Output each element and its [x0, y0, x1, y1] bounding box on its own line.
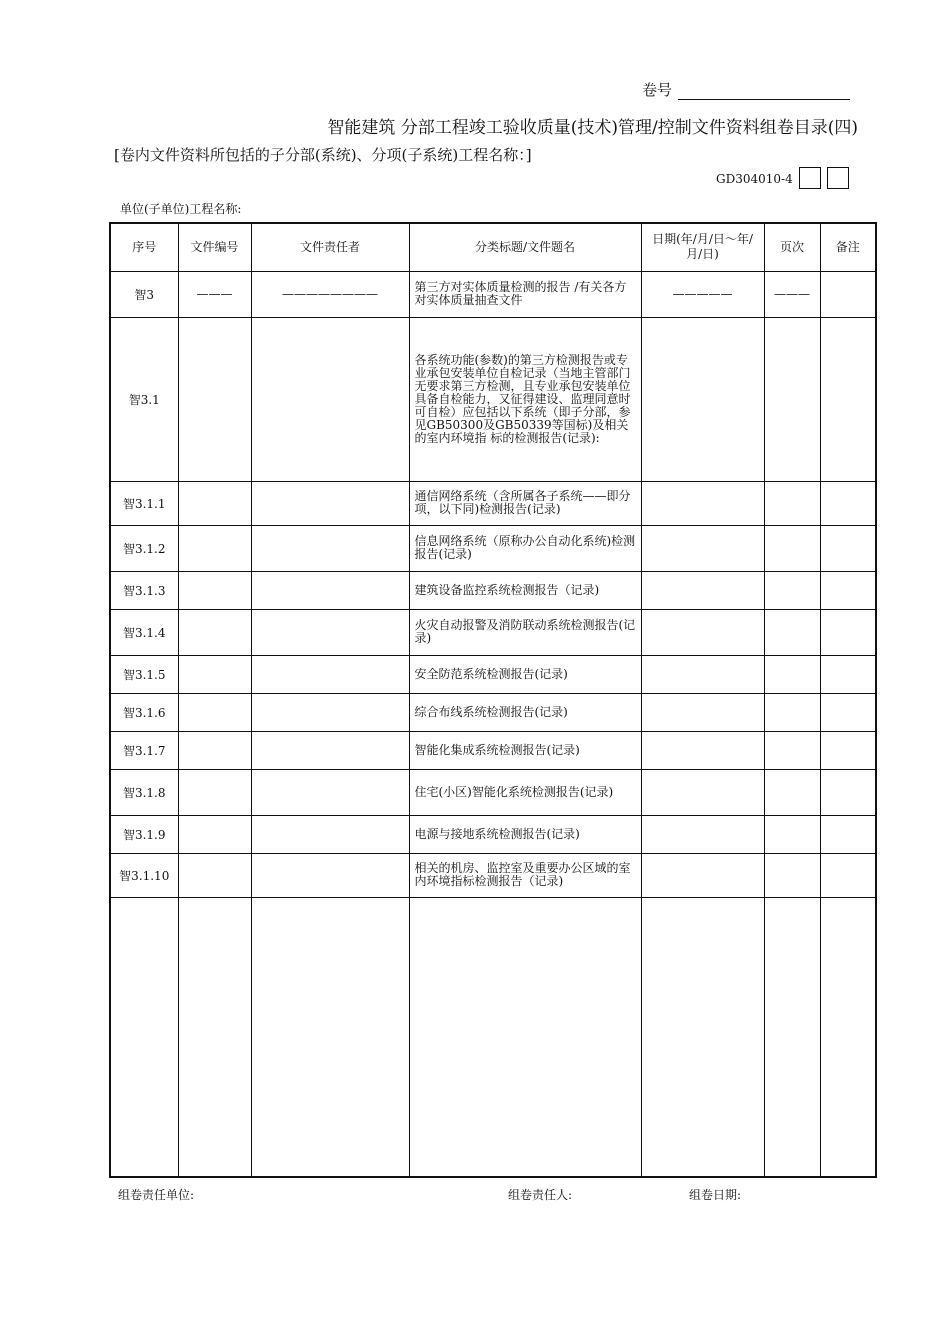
header-pages: 页次 [764, 223, 820, 271]
table-row [110, 853, 876, 897]
table-row [110, 481, 876, 525]
row-seq: 智3.1.4 [110, 609, 178, 655]
row-owner[interactable] [251, 525, 409, 571]
row-seq: 智3 [110, 271, 178, 317]
row-doc-no[interactable] [178, 693, 251, 731]
subtitle: [卷内文件资料所包括的子分部(系统)、分项(子系统)工程名称：] [114, 146, 532, 164]
row-title: 安全防范系统检测报告(记录) [409, 655, 641, 693]
row-date[interactable] [641, 655, 764, 693]
table-row [110, 271, 876, 317]
row-owner[interactable] [251, 731, 409, 769]
row-remark[interactable] [820, 481, 876, 525]
row-seq: 智3.1.9 [110, 815, 178, 853]
row-date[interactable] [641, 571, 764, 609]
row-pages[interactable] [764, 815, 820, 853]
blank-cell[interactable] [251, 897, 409, 1177]
row-seq: 智3.1.1 [110, 481, 178, 525]
row-doc-no[interactable] [178, 609, 251, 655]
header-date: 日期(年/月/日～年/月/日) [641, 223, 764, 271]
row-pages[interactable] [764, 769, 820, 815]
row-title: 综合布线系统检测报告(记录) [409, 693, 641, 731]
row-title: 电源与接地系统检测报告(记录) [409, 815, 641, 853]
unit-name-label: 单位(子单位)工程名称: [120, 202, 242, 216]
table-row [110, 317, 876, 481]
row-owner[interactable] [251, 693, 409, 731]
row-doc-no[interactable] [178, 655, 251, 693]
row-owner[interactable] [251, 769, 409, 815]
table-row [110, 525, 876, 571]
page-title: 智能建筑 分部工程竣工验收质量(技术)管理/控制文件资料组卷目录(四) [327, 118, 858, 138]
row-date[interactable] [641, 731, 764, 769]
row-pages[interactable] [764, 609, 820, 655]
blank-cell[interactable] [409, 897, 641, 1177]
row-date[interactable] [641, 317, 764, 481]
row-date[interactable] [641, 525, 764, 571]
row-title: 通信网络系统（含所属各子系统——即分项，以下同)检测报告(记录) [409, 481, 641, 525]
footer-date: 组卷日期: [689, 1188, 742, 1202]
row-owner[interactable] [251, 853, 409, 897]
row-date[interactable] [641, 769, 764, 815]
table-row [110, 571, 876, 609]
volume-number-field[interactable] [678, 99, 850, 100]
row-date[interactable]: ————— [641, 271, 764, 317]
table-row [110, 815, 876, 853]
row-pages[interactable] [764, 317, 820, 481]
table-row [110, 731, 876, 769]
row-title: 第三方对实体质量检测的报告 /有关各方对实体质量抽查文件 [409, 271, 641, 317]
row-seq: 智3.1.2 [110, 525, 178, 571]
row-pages[interactable] [764, 731, 820, 769]
footer-person: 组卷责任人: [508, 1188, 573, 1202]
row-pages[interactable] [764, 693, 820, 731]
row-doc-no[interactable] [178, 525, 251, 571]
row-doc-no[interactable] [178, 571, 251, 609]
row-seq: 智3.1.5 [110, 655, 178, 693]
blank-cell[interactable] [764, 897, 820, 1177]
row-remark[interactable] [820, 525, 876, 571]
row-date[interactable] [641, 815, 764, 853]
row-owner[interactable] [251, 609, 409, 655]
blank-cell[interactable] [641, 897, 764, 1177]
table-row [110, 769, 876, 815]
row-remark[interactable] [820, 693, 876, 731]
row-remark[interactable] [820, 853, 876, 897]
row-pages[interactable] [764, 525, 820, 571]
row-owner[interactable]: ———————— [251, 271, 409, 317]
header-row [110, 223, 876, 271]
row-pages[interactable]: ——— [764, 271, 820, 317]
row-pages[interactable] [764, 655, 820, 693]
row-remark[interactable] [820, 317, 876, 481]
code-box-2[interactable] [827, 167, 849, 189]
row-seq: 智3.1.10 [110, 853, 178, 897]
catalog-table [109, 222, 877, 1178]
row-owner[interactable] [251, 571, 409, 609]
row-seq: 智3.1.7 [110, 731, 178, 769]
row-seq: 智3.1.3 [110, 571, 178, 609]
row-seq: 智3.1.8 [110, 769, 178, 815]
row-seq: 智3.1.6 [110, 693, 178, 731]
footer-unit: 组卷责任单位: [118, 1188, 195, 1202]
row-title: 相关的机房、监控室及重要办公区域的室内环境指标检测报告（记录) [409, 853, 641, 897]
row-title: 火灾自动报警及消防联动系统检测报告(记录) [409, 609, 641, 655]
row-owner[interactable] [251, 317, 409, 481]
row-owner[interactable] [251, 815, 409, 853]
row-remark[interactable] [820, 655, 876, 693]
blank-row [110, 897, 876, 1177]
code-box-1[interactable] [799, 167, 821, 189]
row-title: 住宅(小区)智能化系统检测报告(记录) [409, 769, 641, 815]
row-doc-no[interactable] [178, 769, 251, 815]
row-date[interactable] [641, 693, 764, 731]
blank-cell[interactable] [820, 897, 876, 1177]
row-seq: 智3.1 [110, 317, 178, 481]
table-row [110, 609, 876, 655]
row-title: 信息网络系统（原称办公自动化系统)检测报告(记录) [409, 525, 641, 571]
row-title: 各系统功能(参数)的第三方检测报告或专业承包安装单位自检记录（当地主管部门无要求第三方检测，且专业承包安装单位具备自检能力，又征得建设、监理同意时可自检）应包括以下系统（即子分部，参见GB50300及GB50339等国标)及相关的室内环境指 标的检测报告(记录): [409, 317, 641, 481]
row-doc-no[interactable]: ——— [178, 271, 251, 317]
header-seq: 序号 [110, 223, 178, 271]
row-doc-no[interactable] [178, 481, 251, 525]
row-remark[interactable] [820, 815, 876, 853]
header-title: 分类标题/文件题名 [409, 223, 641, 271]
header-owner: 文件责任者 [251, 223, 409, 271]
row-title: 智能化集成系统检测报告(记录) [409, 731, 641, 769]
row-remark[interactable] [820, 609, 876, 655]
row-date[interactable] [641, 481, 764, 525]
row-remark[interactable] [820, 271, 876, 317]
row-remark[interactable] [820, 731, 876, 769]
row-pages[interactable] [764, 571, 820, 609]
table-row [110, 655, 876, 693]
row-pages[interactable] [764, 481, 820, 525]
blank-cell[interactable] [110, 897, 178, 1177]
header-remark: 备注 [820, 223, 876, 271]
row-remark[interactable] [820, 571, 876, 609]
row-doc-no[interactable] [178, 853, 251, 897]
row-doc-no[interactable] [178, 815, 251, 853]
row-doc-no[interactable] [178, 317, 251, 481]
row-remark[interactable] [820, 769, 876, 815]
row-owner[interactable] [251, 481, 409, 525]
form-code: GD304010-4 [716, 172, 793, 186]
table-row [110, 693, 876, 731]
header-doc-no: 文件编号 [178, 223, 251, 271]
blank-cell[interactable] [178, 897, 251, 1177]
row-title: 建筑设备监控系统检测报告（记录) [409, 571, 641, 609]
row-date[interactable] [641, 853, 764, 897]
volume-label: 卷号 [642, 81, 673, 99]
row-owner[interactable] [251, 655, 409, 693]
row-date[interactable] [641, 609, 764, 655]
row-pages[interactable] [764, 853, 820, 897]
row-doc-no[interactable] [178, 731, 251, 769]
